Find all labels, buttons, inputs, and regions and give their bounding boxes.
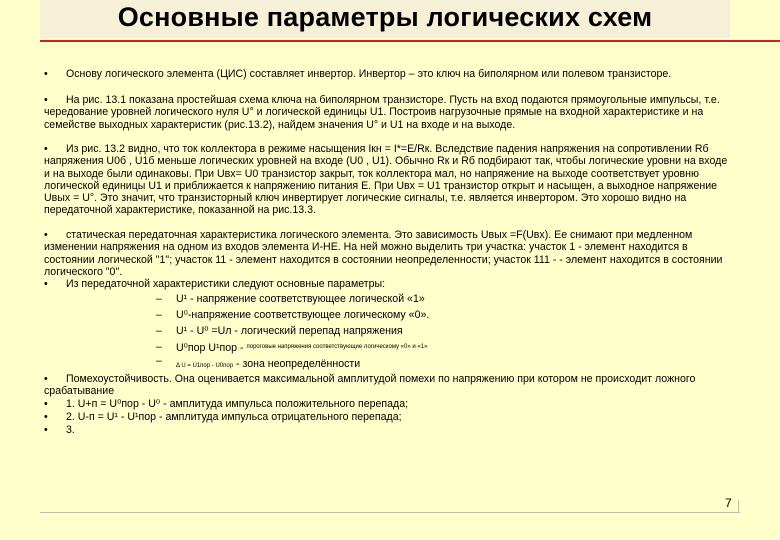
paragraph-text: 1. U+п = U⁰пор - U⁰ - амплитуда импульса положительного перепада; [66, 398, 409, 410]
bullet-marker: • [44, 278, 48, 290]
paragraph-parameters-intro [44, 278, 734, 291]
param-text: U⁰пор U¹пор - [176, 342, 244, 354]
bullet-marker: • [44, 373, 48, 385]
dash-marker: – [156, 325, 162, 337]
title-underline [40, 40, 780, 42]
paragraph-switch-scheme [44, 94, 734, 143]
bullet-marker: • [44, 68, 48, 80]
bullet-marker: • [44, 424, 48, 436]
dash-marker: – [156, 355, 162, 367]
bullet-marker: • [44, 398, 48, 410]
paragraph-text: Из передаточной характеристики следуют основные параметры: [66, 278, 386, 290]
param-logic-zero [44, 307, 734, 323]
param-thresholds [44, 339, 734, 355]
param-text: U¹ - напряжение соответствующее логической «1» [176, 293, 425, 305]
footer-rule [40, 512, 740, 513]
param-uncertainty-zone [44, 355, 734, 373]
page-number: 7 [725, 496, 732, 510]
paragraph-text: статическая передаточная характеристика логического элемента. Это зависимость Uвых =F(Uвх). Ее снимают при медленном изменении напряжения на одном из входов элемента И-НЕ. На ней можно выделить три участка: участок 1 - элемент находится в состоянии логической "1"; участок 11 - элемент находится в состоянии неопределенности; участок 111 - - элемент находится в состоянии логического "0". [44, 229, 723, 278]
paragraph-transfer-characteristic [44, 229, 734, 278]
param-note: пороговые напряжения соответствующие логическому «0» и «1» [246, 344, 428, 350]
slide-title: Основные параметры логических схем [117, 2, 653, 32]
param-note: Δ U = U1пор - U0пор [176, 363, 234, 369]
bullet-marker: • [44, 411, 48, 423]
param-text: - зона неопределённости [236, 358, 361, 370]
paragraph-inverter-basis [44, 68, 734, 94]
param-text: U¹ - U⁰ =Uл - логический перепад напряжения [176, 325, 403, 337]
dash-marker: – [156, 293, 162, 305]
paragraph-text: Помехоустойчивость. Она оценивается максимальной амплитудой помехи по напряжению при котором не происходит ложного срабатывание [44, 373, 696, 398]
footer-rule-tick [738, 500, 739, 513]
slide-body [44, 68, 734, 437]
bullet-marker: • [44, 94, 48, 106]
bullet-marker: • [44, 229, 48, 241]
dash-marker: – [156, 341, 162, 353]
paragraph-saturation [44, 143, 734, 229]
paragraph-text: Из рис. 13.2 видно, что ток коллектора в режиме насыщения Iкн = I*=E/Rк. Вследствие падения напряжения на сопротивлении Rб напряжения U0б , U1б меньше логических уровней на входе (U0 , U1). Обычно Rк и Rб подбирают так, чтобы логические уровни на входе и на выходе были одинаковы. При Uвх= U0 транзистор закрыт, ток коллектора мал, но напряжение на выходе соответствует уровню логической единицы U1 и приближается к напряжению питания E. При Uвх = U1 транзистор открыт и насыщен, а выходное напряжение Uвых = U°. Это значит, что транзисторный ключ инвертирует логические сигналы, т.е. является инвертором. Это хорошо видно на передаточной характеристике, показанной на рис.13.3. [44, 143, 728, 217]
paragraph-text: Основу логического элемента (ЦИС) составляет инвертор. Инвертор – это ключ на биполярном или полевом транзисторе. [66, 68, 672, 80]
param-logic-swing [44, 323, 734, 339]
dash-marker: – [156, 309, 162, 321]
paragraph-noise-immunity [44, 373, 734, 398]
paragraph-text: На рис. 13.1 показана простейшая схема ключа на биполярном транзисторе. Пусть на вход подаются прямоугольные импульсы, т.е. чередование уровней логического нуля U° и логической единицы U1. Построив нагрузочные прямые на входной характеристике и на семействе выходных характеристик (рис.13.2), найдем значения U° и U1 на входе и на выходе. [44, 94, 720, 131]
paragraph-text: 2. U-п = U¹ - U¹пор - амплитуда импульса отрицательного перепада; [66, 411, 402, 423]
paragraph-text: 3. [66, 424, 75, 436]
paragraph-positive-swing [44, 398, 734, 411]
param-logic-one [44, 291, 734, 307]
paragraph-item-three [44, 424, 734, 437]
param-text: U⁰-напряжение соответствующее логическому «0». [176, 309, 430, 321]
paragraph-negative-swing [44, 411, 734, 424]
bullet-marker: • [44, 143, 48, 155]
